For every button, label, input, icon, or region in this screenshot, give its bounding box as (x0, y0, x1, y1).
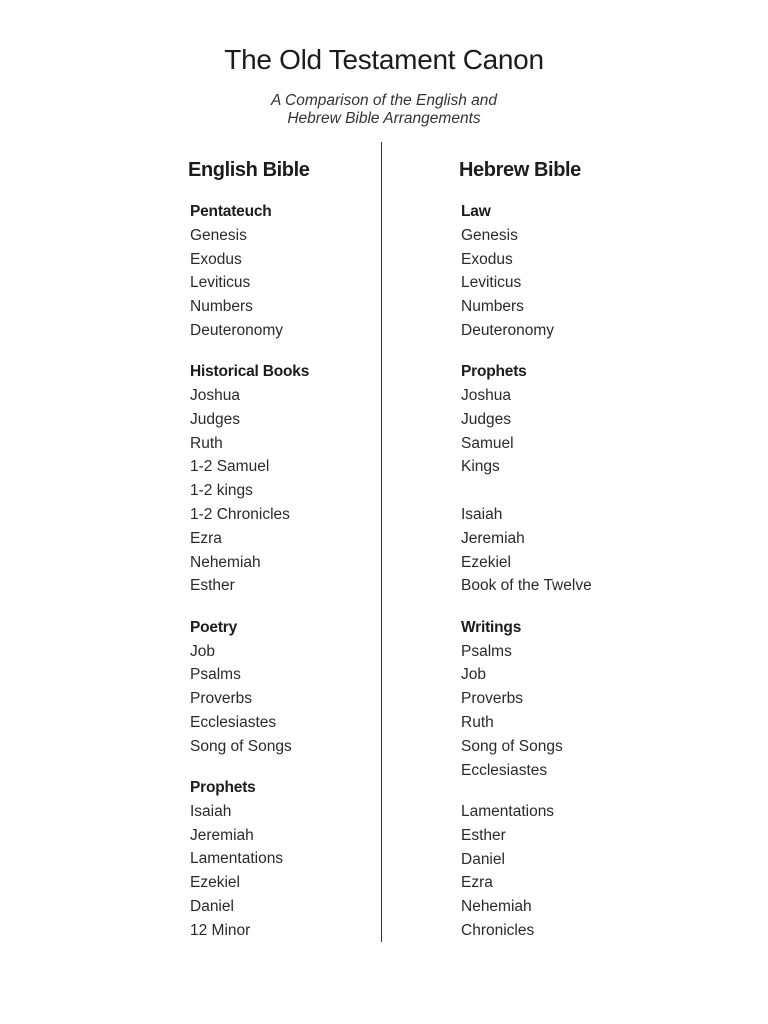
book-item: Leviticus (190, 274, 251, 292)
group-title: Prophets (190, 779, 256, 797)
subtitle-line-2: Hebrew Bible Arrangements (287, 110, 481, 127)
hebrew-group-writings-continued (461, 800, 592, 943)
subtitle-line-1: A Comparison of the English and (270, 92, 498, 109)
book-item: Psalms (461, 642, 512, 660)
book-item: Book of the Twelve (461, 577, 592, 595)
hebrew-group-writings (461, 616, 592, 783)
group-title: Law (461, 203, 491, 220)
book-item: Ecclesiastes (190, 713, 277, 731)
english-group-poetry (190, 616, 309, 759)
book-item: Nehemiah (190, 553, 261, 571)
group-title: Poetry (190, 618, 238, 636)
book-item: 1-2 Chronicles (190, 506, 290, 524)
book-item: Psalms (190, 666, 241, 684)
book-item: Deuteronomy (461, 321, 555, 339)
book-item: Proverbs (461, 690, 524, 708)
book-item: Genesis (461, 226, 518, 244)
book-item: Samuel (461, 434, 514, 452)
book-item: Numbers (461, 298, 524, 316)
group-title: Pentateuch (190, 203, 272, 220)
book-item: Daniel (461, 850, 505, 868)
book-item: Isaiah (461, 506, 503, 524)
book-item: Jeremiah (190, 826, 254, 844)
group-gap (190, 343, 309, 361)
book-item: Ruth (461, 713, 494, 731)
book-item: Job (190, 642, 215, 660)
hebrew-bible-heading: Hebrew Bible (459, 159, 581, 181)
book-item: 1-2 Samuel (190, 458, 270, 476)
english-group-pentateuch (190, 200, 309, 343)
book-item: Esther (190, 577, 235, 595)
book-item: Lamentations (190, 850, 284, 868)
hebrew-group-prophets (461, 360, 592, 598)
book-item: Ezekiel (190, 874, 240, 892)
book-item: Exodus (461, 250, 513, 268)
book-item: Job (461, 666, 486, 684)
book-item: Proverbs (190, 690, 253, 708)
book-item: Genesis (190, 226, 247, 244)
group-gap (461, 598, 592, 616)
book-item: Nehemiah (461, 898, 532, 916)
page-subtitle (0, 92, 768, 128)
group-gap (190, 759, 309, 777)
page-title: The Old Testament Canon (224, 44, 544, 75)
book-item: Daniel (190, 898, 234, 916)
book-item: Song of Songs (461, 737, 563, 755)
group-gap (190, 598, 309, 616)
book-item: Ezekiel (461, 553, 511, 571)
book-item: Judges (190, 410, 240, 428)
group-gap (461, 782, 592, 800)
book-item-blank (461, 479, 592, 503)
book-item: Joshua (190, 387, 240, 405)
book-item: Ezra (461, 874, 493, 892)
book-item: Ezra (190, 529, 222, 547)
book-item: Numbers (190, 298, 253, 316)
column-divider (381, 142, 382, 942)
book-item: Lamentations (461, 803, 555, 821)
book-item: Song of Songs (190, 737, 292, 755)
book-item: 12 Minor (190, 921, 251, 939)
book-item: Exodus (190, 250, 242, 268)
group-title: Prophets (461, 363, 527, 381)
english-group-historical-books (190, 360, 309, 598)
book-item: Chronicles (461, 922, 535, 939)
book-item: Kings (461, 458, 500, 476)
group-title: Historical Books (190, 363, 310, 381)
book-item: Judges (461, 410, 511, 428)
group-title: Writings (461, 618, 522, 636)
book-item: Jeremiah (461, 529, 525, 547)
english-group-prophets (190, 776, 309, 943)
group-gap (461, 343, 592, 361)
book-item: Esther (461, 826, 506, 844)
book-item: Isaiah (190, 802, 232, 820)
book-item: Joshua (461, 387, 511, 405)
english-bible-heading: English Bible (188, 159, 310, 181)
english-bible-column (190, 156, 309, 943)
book-item: Ruth (190, 434, 223, 452)
book-item: Leviticus (461, 274, 522, 292)
hebrew-bible-column (461, 156, 592, 943)
book-item: Deuteronomy (190, 321, 284, 339)
book-item: Ecclesiastes (461, 761, 548, 779)
hebrew-group-law (461, 200, 592, 343)
book-item: 1-2 kings (190, 482, 253, 500)
